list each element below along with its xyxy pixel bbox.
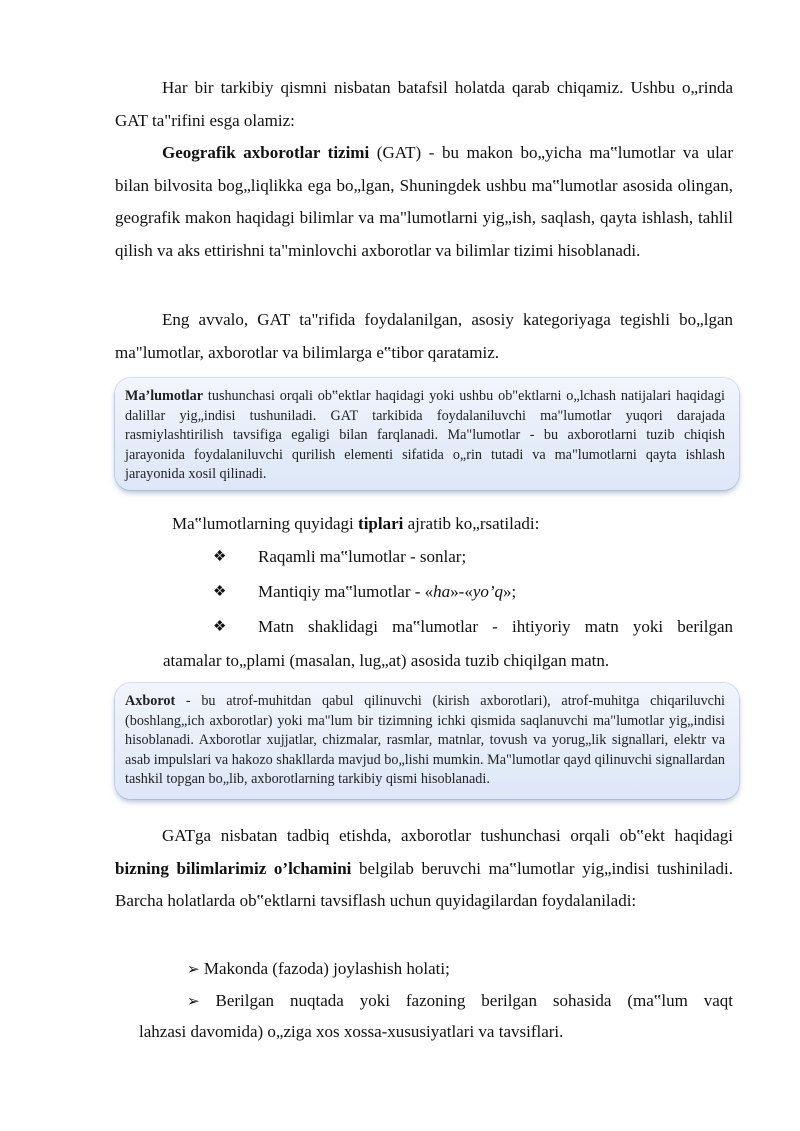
- list-item-text: Makonda (fazoda) joylashish holati;: [203, 959, 450, 978]
- term-data: Ma’lumotlar: [125, 388, 204, 404]
- paragraph-gat-application: [115, 820, 733, 918]
- list-item: [187, 985, 733, 1018]
- diamond-bullet-icon: ❖: [213, 619, 227, 635]
- list-item: [187, 953, 733, 986]
- arrow-bullet-icon: ➢: [187, 962, 200, 978]
- list-item-continuation-text: lahzasi davomida) o„ziga xos xossa-xususiyatlari va tavsiflari.: [139, 1022, 564, 1041]
- paragraph-gat-definition: [115, 137, 733, 267]
- paragraph-intro-text: Har bir tarkibiy qismni nisbatan batafsil holatda qarab chiqamiz. Ushbu o„rinda GAT ta"rifini esga olamiz:: [115, 78, 733, 130]
- term-gat: Geografik axborotlar tizimi: [162, 143, 370, 162]
- paragraph-categories: [115, 304, 733, 369]
- callout-information-text: [125, 692, 725, 790]
- logic-post: »;: [503, 582, 517, 601]
- callout-box-information: [115, 683, 739, 799]
- callout-data-body: tushunchasi orqali ob‟ektlar haqidagi yoki ushbu ob"ektlarni o„lchash natijalari haqidagi dalillar yig„indisi tushuniladi. GAT tarkibida foydalaniluvchi ma"lumotlar yuqori darajada rasmiylashtirilish tavsifiga egaligi bilan farqlanadi. Ma"lumotlar - bu axborotlarni tuzib chiqish jarayonida foydalaniluvchi qurilish elementi sifatida o„rin tutadi va ma"lumotlarni qayta ishlash jarayonida xosil qilinadi.: [125, 388, 725, 483]
- logic-pre: Mantiqiy ma‟lumotlar - «: [258, 582, 434, 601]
- logic-mid: »-«: [450, 582, 473, 601]
- callout-box-data: [115, 378, 739, 490]
- arrow-bullet-icon: ➢: [187, 994, 200, 1010]
- term-knowledge-measure: bizning bilimlarimiz o’lchamini: [115, 858, 352, 878]
- diamond-bullet-icon: ❖: [213, 584, 227, 600]
- list-item-text: Raqamli ma‟lumotlar - sonlar;: [258, 547, 467, 566]
- callout-information-body: - bu atrof-muhitdan qabul qilinuvchi (kirish axborotlari), atrof-muhitga chiqariluvchi (boshlang„ich axborotlar) yoki ma"lum bir tizimning ichki qismida saqlanuvchi ma"lumotlar yig„indisi hisoblanadi. Axborotlar xujjatlar, chizmalar, rasmlar, matnlar, tovush va yorug„lik signallari, elektr va asab impulslari va hakozo shakllarda mavjud bo„lishi mumkin. Ma"lumotlar qayd qilinuvchi signallardan tashkil topgan bo„lib, axborotlarning tarkibiy qismi hisoblanadi.: [125, 693, 725, 788]
- list-item-text: [258, 576, 516, 608]
- list-item-text: Berilgan nuqtada yoki fazoning berilgan sohasida (ma‟lum vaqt: [215, 991, 734, 1010]
- list-item-continuation: [163, 645, 733, 678]
- list-item-continuation: [139, 1016, 733, 1049]
- callout-data-text: [125, 387, 725, 485]
- paragraph-intro: [115, 72, 733, 137]
- list-item-text: Matn shaklidagi ma‟lumotlar - ihtiyoriy matn yoki berilgan: [258, 617, 733, 636]
- list-item-continuation-text: atamalar to„plami (masalan, lug„at) asosida tuzib chiqilgan matn.: [163, 651, 610, 670]
- logic-no: yo’q: [472, 582, 504, 601]
- paragraph-application-post: belgilab beruvchi ma‟lumotlar yig„indisi tushiniladi. Barcha holatlarda ob‟ektlarni tavsiflash uchun quyidagilardan foydalaniladi:: [115, 858, 733, 910]
- term-types: tiplari: [358, 514, 404, 533]
- diamond-bullet-icon: ❖: [213, 549, 227, 565]
- gat-definition-text: (GAT) - bu makon bo„yicha ma‟lumotlar va ular bilan bilvosita bog„liqlikka ega bo„lgan, Shuningdek ushbu ma‟lumotlar asosida olingan, geografik makon haqidagi bilimlar va ma"lumotlarni yig„ish, saqlash, qayta ishlash, tahlil qilish va aks ettirishni ta"minlovchi axborotlar va bilimlar tizimi hisoblanadi.: [115, 143, 733, 260]
- types-intro-pre: Ma‟lumotlarning quyidagi: [172, 514, 359, 533]
- paragraph-categories-text: Eng avvalo, GAT ta"rifida foydalanilgan, asosiy kategoriyaga tegishli bo„lgan ma"lumotlar, axborotlar va bilimlarga e‟tibor qaratamiz.: [115, 310, 733, 362]
- term-information: Axborot: [125, 693, 176, 709]
- types-intro-post: ajratib ko„rsatiladi:: [403, 514, 540, 533]
- logic-yes: ha: [433, 582, 451, 601]
- paragraph-application-pre: GATga nisbatan tadbiq etishda, axborotlar tushunchasi orqali ob‟ekt haqidagi: [162, 826, 733, 845]
- types-intro: [172, 508, 732, 541]
